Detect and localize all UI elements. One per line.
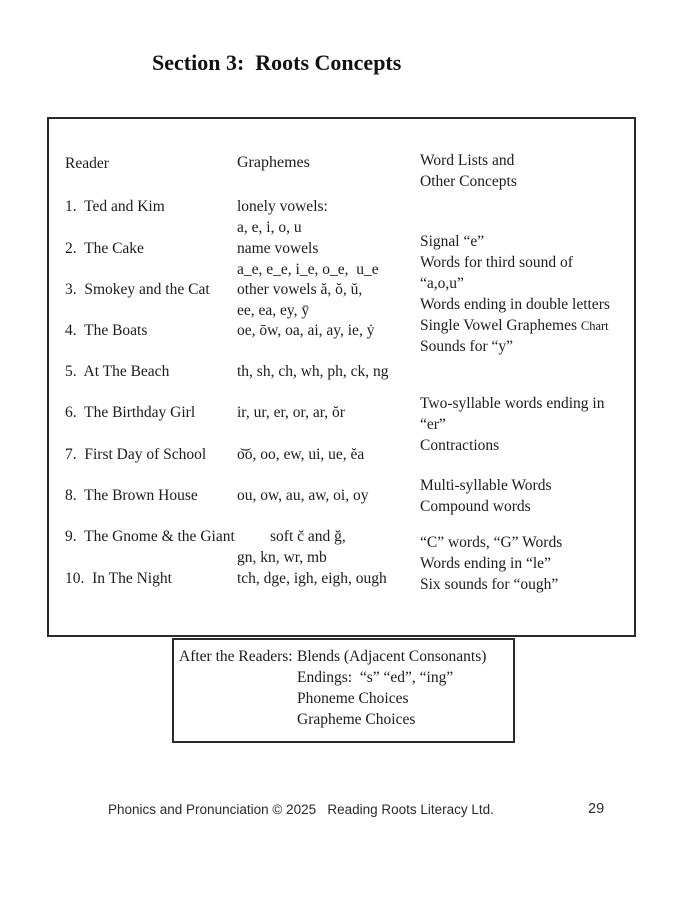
grapheme-line: ir, ur, er, or, ar, ŏr: [237, 404, 345, 421]
reader-name: 7. First Day of School: [65, 446, 207, 463]
concept-line: “a,o,u”: [420, 275, 464, 292]
grapheme-line: ou, ow, au, aw, oi, oy: [237, 487, 369, 504]
concept-line: Six sounds for “ough”: [420, 576, 559, 593]
reader-name: 2. The Cake: [65, 240, 144, 257]
grapheme-line: oe, ōw, oa, ai, ay, ie, ẏ: [237, 322, 375, 339]
concept-line: Words for third sound of: [420, 254, 573, 271]
after-readers-item: Phoneme Choices: [297, 690, 409, 707]
reader-name: 9. The Gnome & the Giant: [65, 528, 235, 545]
page-number: 29: [588, 801, 605, 817]
after-readers-item: Grapheme Choices: [297, 711, 416, 728]
after-readers-item: Blends (Adjacent Consonants): [297, 648, 487, 665]
concept-text-small: Chart: [580, 319, 609, 333]
grapheme-line: other vowels ă, ŏ, ŭ,: [237, 281, 363, 298]
grapheme-line: gn, kn, wr, mb: [237, 549, 327, 566]
column-header-concepts-line1: Word Lists and: [420, 152, 515, 169]
reader-name: 4. The Boats: [65, 322, 148, 339]
footer-copyright: Phonics and Pronunciation © 2025 Reading Roots Literacy Ltd.: [108, 802, 494, 817]
concept-line: [420, 315, 609, 337]
concept-line: Signal “e”: [420, 233, 485, 250]
after-readers-label: After the Readers:: [179, 648, 293, 665]
grapheme-line: th, sh, ch, wh, ph, ck, ng: [237, 363, 389, 380]
reader-name: 6. The Birthday Girl: [65, 404, 196, 421]
reader-name: 3. Smokey and the Cat: [65, 281, 210, 298]
column-header-reader: Reader: [65, 155, 109, 172]
reader-name: 5. At The Beach: [65, 363, 170, 380]
concept-text: Single Vowel Graphemes: [420, 317, 581, 334]
concept-line: “er”: [420, 416, 446, 433]
grapheme-line: soft c̆ and ğ,: [270, 528, 346, 545]
concept-line: Multi-syllable Words: [420, 477, 552, 494]
concept-line: Two-syllable words ending in: [420, 395, 605, 412]
column-header-concepts-line2: Other Concepts: [420, 173, 517, 190]
grapheme-line: ee, ea, ey, ȳ: [237, 302, 310, 319]
concept-line: Words ending in “le”: [420, 555, 551, 572]
reader-name: 10. In The Night: [65, 570, 172, 587]
page-title: Section 3: Roots Concepts: [152, 50, 402, 75]
concept-line: Words ending in double letters: [420, 296, 610, 313]
reader-name: 1. Ted and Kim: [65, 198, 165, 215]
after-readers-item: Endings: “s” “ed”, “ing”: [297, 669, 454, 686]
grapheme-line: tch, dge, igh, eigh, ough: [237, 570, 387, 587]
reader-name: 8. The Brown House: [65, 487, 198, 504]
column-header-graphemes: Graphemes: [237, 154, 310, 171]
grapheme-line: a, e, i, o, u: [237, 219, 302, 236]
concept-line: Compound words: [420, 498, 531, 515]
concept-line: Sounds for “y”: [420, 338, 513, 355]
grapheme-line: lonely vowels:: [237, 198, 328, 215]
concept-line: “C” words, “G” Words: [420, 534, 563, 551]
grapheme-line: o͝o, oo, ew, ui, ue, ĕa: [237, 446, 365, 463]
grapheme-line: name vowels: [237, 240, 319, 257]
grapheme-line: a_e, e_e, i_e, o_e, u_e: [237, 261, 379, 278]
concept-line: Contractions: [420, 437, 500, 454]
